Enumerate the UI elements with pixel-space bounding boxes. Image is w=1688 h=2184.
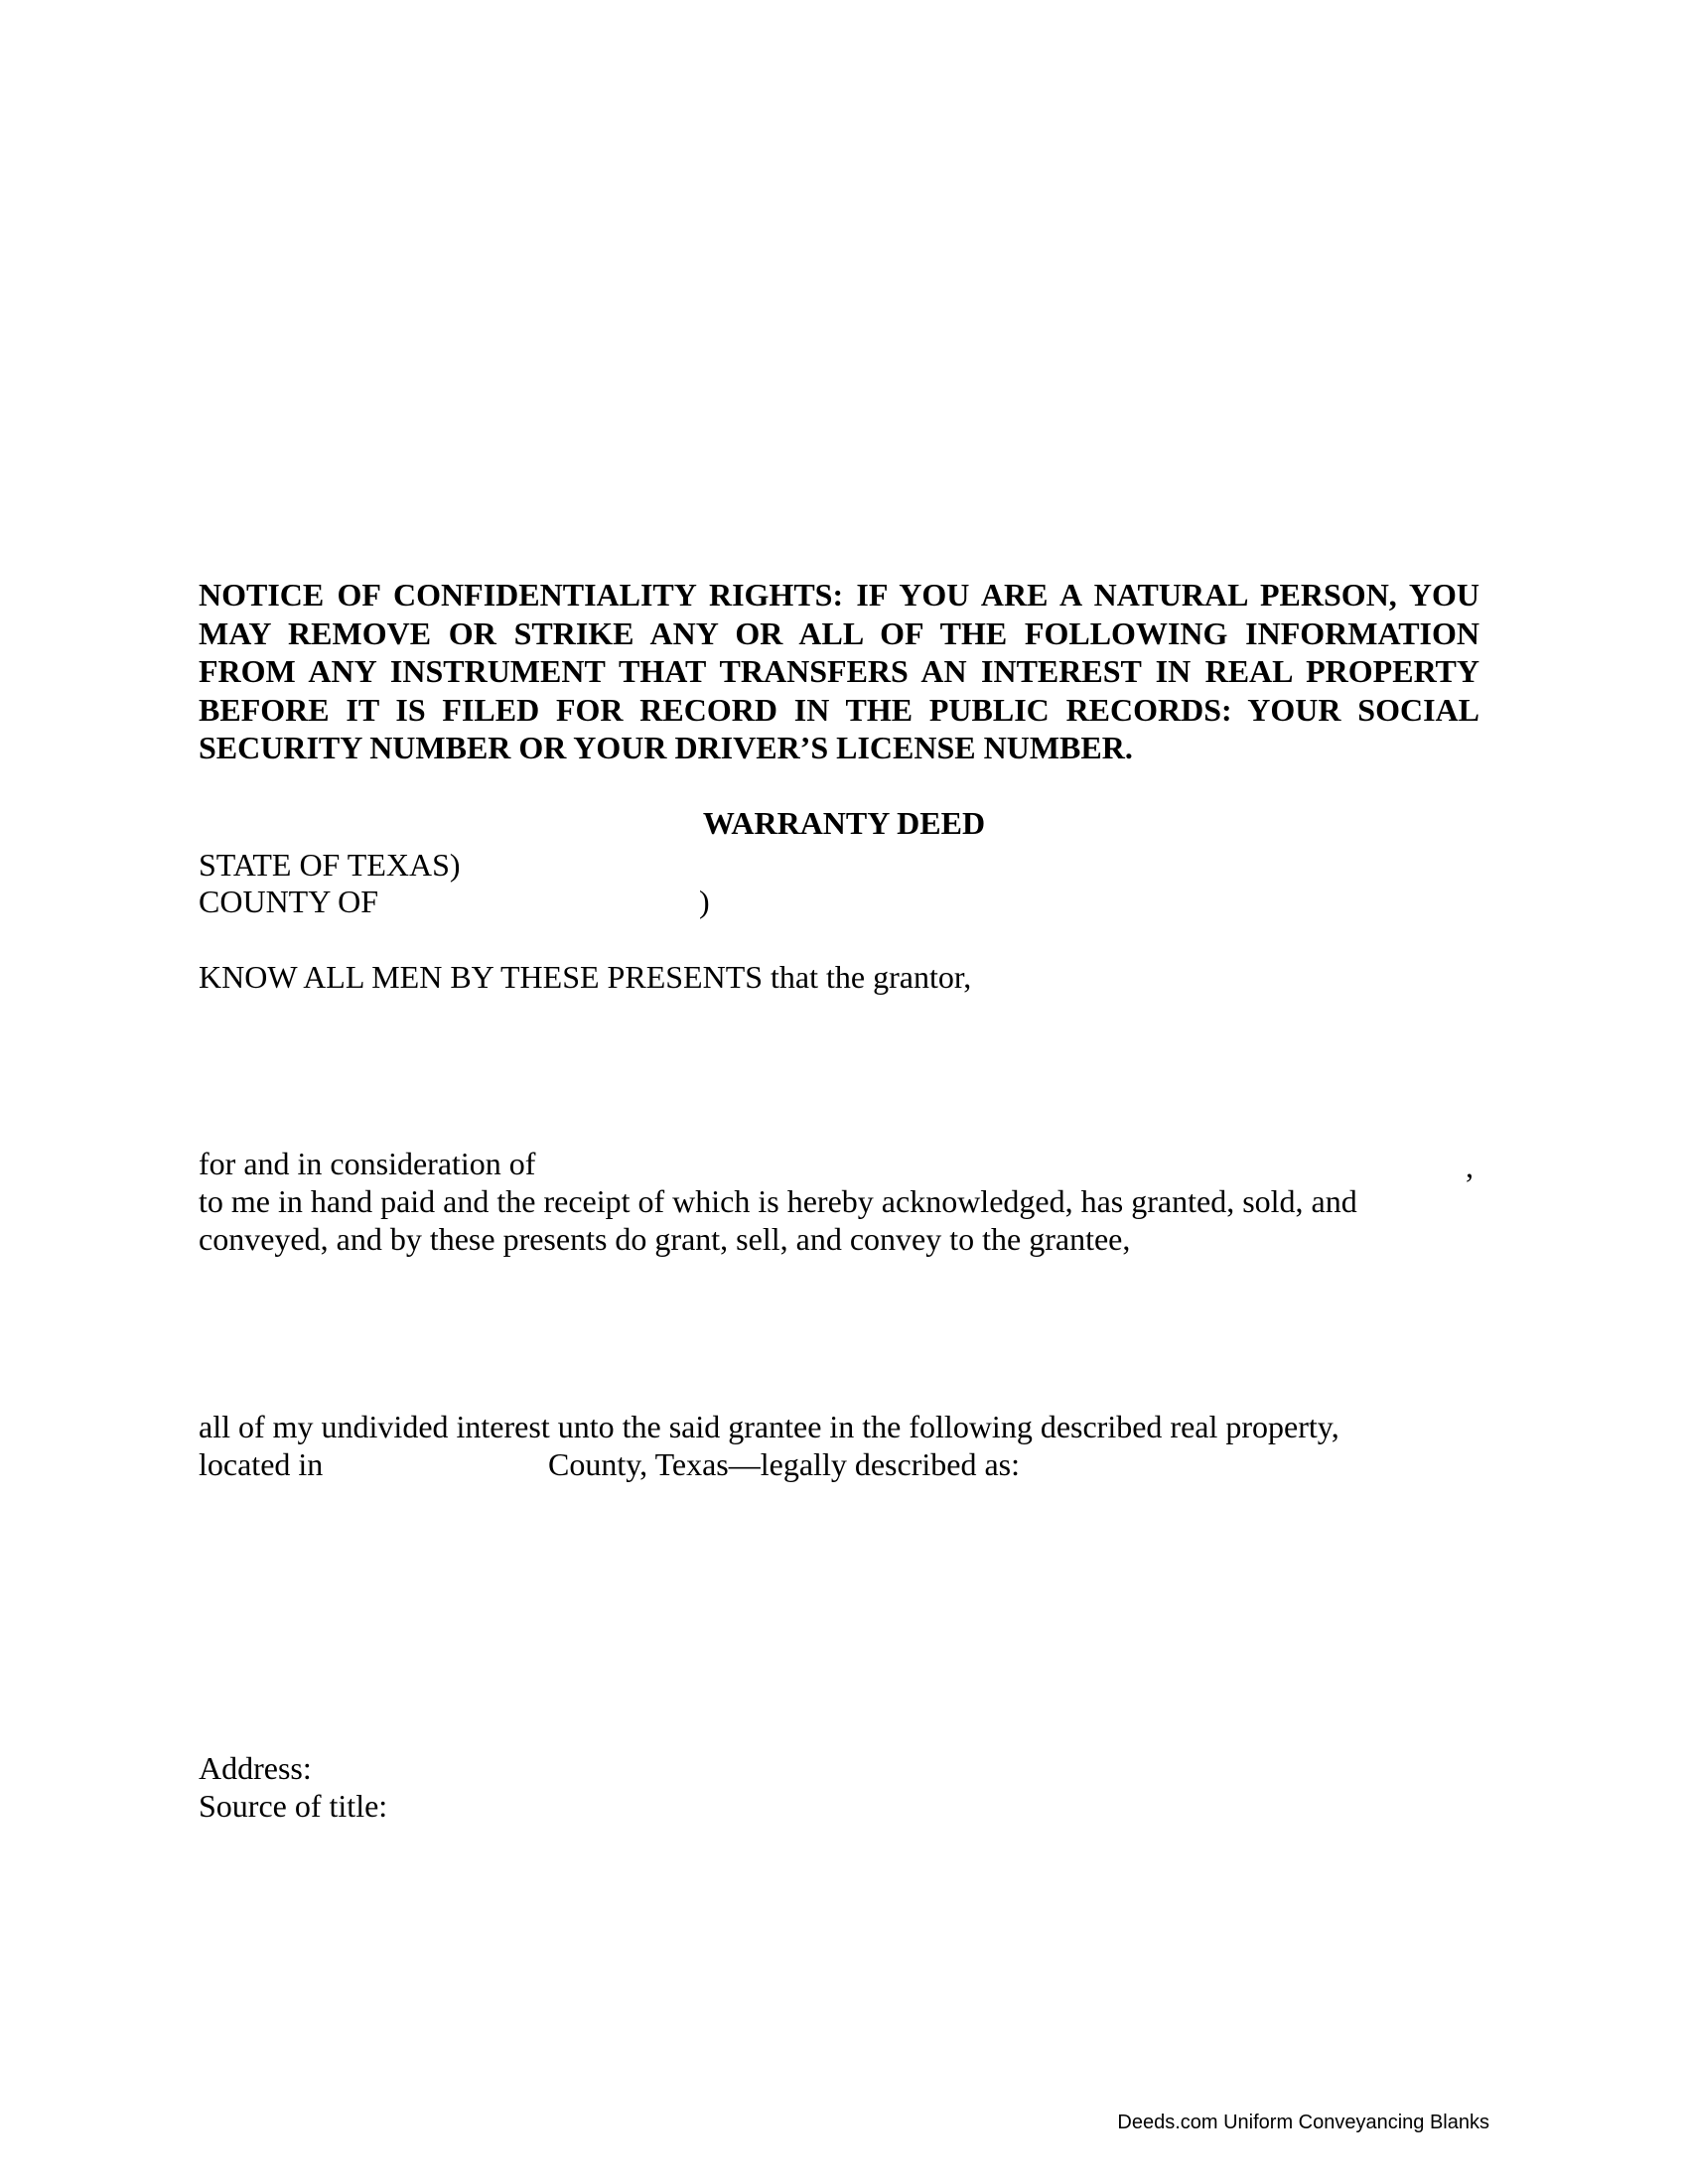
located-in-label: located in xyxy=(199,1446,324,1482)
state-line: STATE OF TEXAS) xyxy=(199,847,461,883)
grantor-intro: KNOW ALL MEN BY THESE PRESENTS that the grantor, xyxy=(199,959,972,995)
address-label: Address: xyxy=(199,1750,312,1786)
interest-line: all of my undivided interest unto the said grantee in the following described real property, xyxy=(199,1409,1339,1444)
footer-text: Deeds.com Uniform Conveyancing Blanks xyxy=(1117,2112,1489,2133)
document-title: WARRANTY DEED xyxy=(702,805,986,841)
consideration-line: for and in consideration of xyxy=(199,1146,536,1181)
county-texas-description: County, Texas—legally described as: xyxy=(548,1446,1020,1482)
paid-line-2: conveyed, and by these presents do grant, sell, and convey to the grantee, xyxy=(199,1221,1131,1257)
consideration-comma: , xyxy=(1466,1149,1474,1184)
county-closing-paren: ) xyxy=(699,884,710,919)
source-of-title-label: Source of title: xyxy=(199,1788,388,1824)
paid-line-1: to me in hand paid and the receipt of which is hereby acknowledged, has granted, sold, and xyxy=(199,1183,1357,1219)
confidentiality-notice: NOTICE OF CONFIDENTIALITY RIGHTS: IF YOU ARE A NATURAL PERSON, YOU MAY REMOVE OR STRIKE ANY OR ALL OF THE FOLLOWING INFORMATION FROM ANY INSTRUMENT THAT TRANSFERS AN INTEREST IN REAL PROPERTY BEFORE IT IS FILED FOR RECORD IN THE PUBLIC RECORDS: YOUR SOCIAL SECURITY NUMBER OR YOUR DRIVER’S LICENSE NUMBER. xyxy=(199,577,1479,765)
county-label: COUNTY OF xyxy=(199,884,379,919)
